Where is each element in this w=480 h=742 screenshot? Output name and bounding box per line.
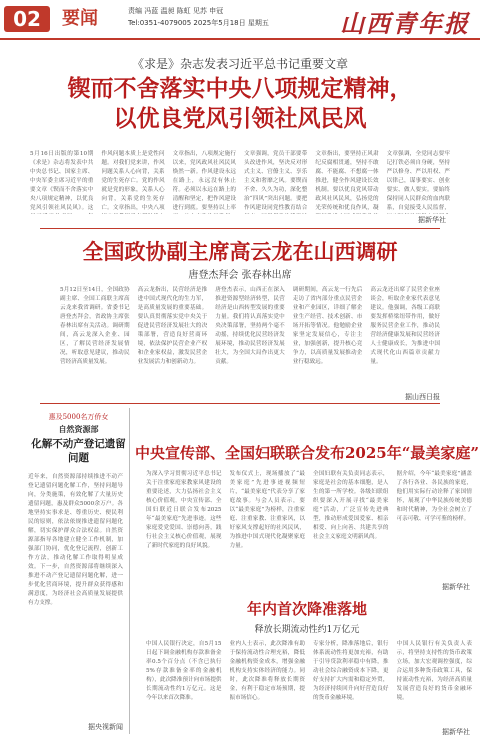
article4-column: 专家分析，降准落地后，银行体系流动性将更加充裕，有助于引导贷款利率稳中有降，推动社会综合融资成本下降，更好支持扩大内需和稳定外贸，为经济持续回升向好营造良好的货币金融环境。 xyxy=(313,641,389,701)
page-number: 02 xyxy=(4,6,50,32)
date-line: Tel:0351-4079005 2025年5月18日 星期五 xyxy=(128,19,269,27)
article1-column: 文章强调，党员干部要带头改进作风，坚决反对形式主义、官僚主义、享乐主义和奢靡之风。要锲而不舍、久久为功，深化整治“四风”突出问题。要把作风建设同党性教育结合 xyxy=(243,151,308,211)
article3-column: 据介绍，今年“最美家庭”涵盖了各行各业、各民族的家庭，他们用实际行动诠释了家国情怀，展现了中华民族传统美德和时代精神，为全社会树立了可亲可敬、可学可鉴的榜样。 xyxy=(396,471,472,522)
article2-column: 调研期间，高云龙一行先后走访了省内部分重点民营企业和产业园区，详细了解企业生产经营、技术创新、市场开拓等情况。他勉励企业家坚定发展信心，专注主业，加强创新，提升核心竞争力，以高质量发展推动企业行稳致远。 xyxy=(292,287,363,365)
article4-column: 中国人民银行决定，自5月15日起下调金融机构存款准备金率0.5个百分点（不含已执行5%存款准备金率的金融机构），此次降准预计向市场提供长期流动性约1万亿元。这是今年以来首次降准。 xyxy=(146,641,222,701)
article3-body xyxy=(146,470,472,580)
article1-column: 文章指出，八项规定施行以来，党风政风社风民风焕然一新。作风建设永远在路上，永远没有休止符。必须以永远在路上的清醒和坚定，把作风建设进行到底。要坚持以上率 xyxy=(172,151,236,211)
article1-source: 据新华社 xyxy=(418,216,446,224)
article1-kicker: 《求是》杂志发表习近平总书记重要文章 xyxy=(131,57,348,71)
article4-subtitle: 释放长期流动性约1万亿元 xyxy=(254,625,360,635)
article1-title-line2: 以优良党风引领社风民风 xyxy=(113,105,367,132)
article2-source: 据山西日报 xyxy=(405,393,440,401)
page-header xyxy=(0,0,480,40)
article1-column: 文章指出，要坚持正风肃纪反腐相贯通，坚持不敢腐、不能腐、不想腐一体推进，健全作风建设长效机制。要以优良党风带动政风社风民风，弘扬党的光荣传统和优良作风，凝 xyxy=(315,151,379,211)
article3-title: 中央宣传部、全国妇联联合发布2025年“最美家庭” xyxy=(134,444,479,462)
article2-byline: 唐登杰拜会 张春林出席 xyxy=(188,270,292,281)
article2-column: 高云龙还出席了民营企业座谈会，听取企业家代表意见建议。他强调，各级工商联要发挥桥梁纽带作用，做好服务民营企业工作，推动民营经济健康发展和民营经济人士健康成长，为推进中国式现代化山西篇章贡献力量。 xyxy=(370,287,440,365)
article1-column: 作风问题本质上是党性问题。对我们党来讲，作风问题关系人心向背，关系党的生死存亡。党的作风就是党的形象，关系人心向背，关系党的生死存亡。文章指出，中央八项 xyxy=(101,151,165,211)
article2-title: 全国政协副主席高云龙在山西调研 xyxy=(82,239,398,264)
article2-column: 5月12日至14日，全国政协副主席、全国工商联主席高云龙来我省调研。省委书记唐登杰拜会，省政协主席张春林出席有关活动。调研期间，高云龙深入企业、园区，了解民营经济发展情况，听取意见建议，推动民营经济高质量发展。 xyxy=(60,287,130,365)
article3-column: 为深入学习贯彻习近平总书记关于注重家庭家教家风建设的重要论述，大力弘扬社会主义核心价值观，中央宣传部、全国妇联近日联合发布2025年“最美家庭”先进事迹。这些家庭爱党爱国、崇德向善，践行社会主义核心价值观，展现了新时代家庭的良好风貌。 xyxy=(146,471,222,549)
editor-line: 责编 冯蓝 温昶 陈虹 见苏 申冠 xyxy=(128,7,224,15)
article3-column: 全国妇联有关负责同志表示，家庭是社会的基本细胞，是人生的第一所学校。各级妇联组织要深入开展寻找“最美家庭”活动，广泛宣传先进典型，推动形成爱国爱家、相亲相爱、向上向善、共建共享的社会主义家庭文明新风尚。 xyxy=(313,471,389,540)
article4-column: 业内人士表示，此次降准有助于保持流动性合理充裕，降低金融机构资金成本，增强金融机构支持实体经济的能力。同时，此次降准将释放长期资金，有利于稳定市场预期，提振市场信心。 xyxy=(229,641,305,701)
article1-title xyxy=(0,74,480,134)
sidebar-article xyxy=(28,408,130,734)
article1-title-line1: 锲而不舍落实中央八项规定精神， xyxy=(67,75,413,102)
article3-column: 发布仪式上，现场播放了“最美家庭”先进事迹视频短片，“最美家庭”代表分享了家庭故事。与会人员表示，要以“最美家庭”为榜样，注重家庭、注重家教、注重家风，以好家风支撑起好的社风民风，为推进中国式现代化凝聚家庭力量。 xyxy=(229,471,305,549)
article1-column: 文章强调，全党同志要牢记打铁必须自身硬，坚持严以修身、严以用权、严以律己，谋事要实、创业要实、做人要实。要始终保持同人民群众的血肉联系，自觉接受人民监督， xyxy=(386,151,450,211)
divider xyxy=(40,228,440,229)
sidebar-kicker-org: 自然资源部 xyxy=(58,424,99,434)
sidebar-body: 近年来，自然资源部持续推进不动产登记遗留问题化解工作，坚持问题导向，分类施策，有效化解了大量历史遗留问题，惠及群众5000余万户。各地坚持实事求是、尊重历史、便民利民的原则，依法依规推进遗留问题化解，切实保护群众合法权益。自然资源部指导各地建立健全工作机制，加强部门协同，优化登记流程，创新工作方法，推动化解工作取得明显成效。下一步，自然资源部将继续深入推进不动产登记遗留问题化解，进一步优化营商环境，提升群众获得感和满意度，为经济社会高质量发展提供有力支撑。 xyxy=(28,474,123,606)
article1-body xyxy=(30,150,450,214)
section-title: 要闻 xyxy=(62,8,98,29)
sidebar-kicker: 惠及5000名万侨女 xyxy=(48,413,109,421)
article1-column: 5月16日出版的第10期《求是》杂志将发表中共中央总书记、国家主席、中央军委主席习近平的重要文章《锲而不舍落实中央八项规定精神，以优良党风引领社风民风》。这 xyxy=(30,151,94,211)
article4-title: 年内首次降准落地 xyxy=(246,600,367,618)
divider xyxy=(40,403,440,404)
sidebar-source: 据央视新闻 xyxy=(88,723,123,731)
sidebar-title: 化解不动产登记遗留问题 xyxy=(31,438,126,464)
masthead-logo: 山西青年报 xyxy=(340,9,470,38)
article4-column: 中国人民银行有关负责人表示，将坚持支持性的货币政策立场，加大宏观调控强度，综合运用多种货币政策工具，保持流动性充裕，为经济高质量发展营造良好的货币金融环境。 xyxy=(396,641,472,701)
article4-source: 据新华社 xyxy=(442,728,470,736)
article3-source: 据新华社 xyxy=(442,583,470,591)
article4-body xyxy=(146,640,472,724)
article2-column: 高云龙指出，民营经济是推进中国式现代化的生力军，是高质量发展的重要基础。要认真贯彻落实党中央关于促进民营经济发展壮大的决策部署，营造良好营商环境，依法保护民营企业产权和企业家权益，激发民营企业发展活力和创新动力。 xyxy=(137,287,208,365)
article2-column: 唐登杰表示，山西正在深入推进资源型经济转型，民营经济是山西转型发展的重要力量。我们将认真落实党中央决策部署，坚持两个毫不动摇，持续优化民营经济发展环境，推动民营经济发展壮大，为全国大局作出更大贡献。 xyxy=(215,287,285,365)
article2-body xyxy=(60,286,440,390)
